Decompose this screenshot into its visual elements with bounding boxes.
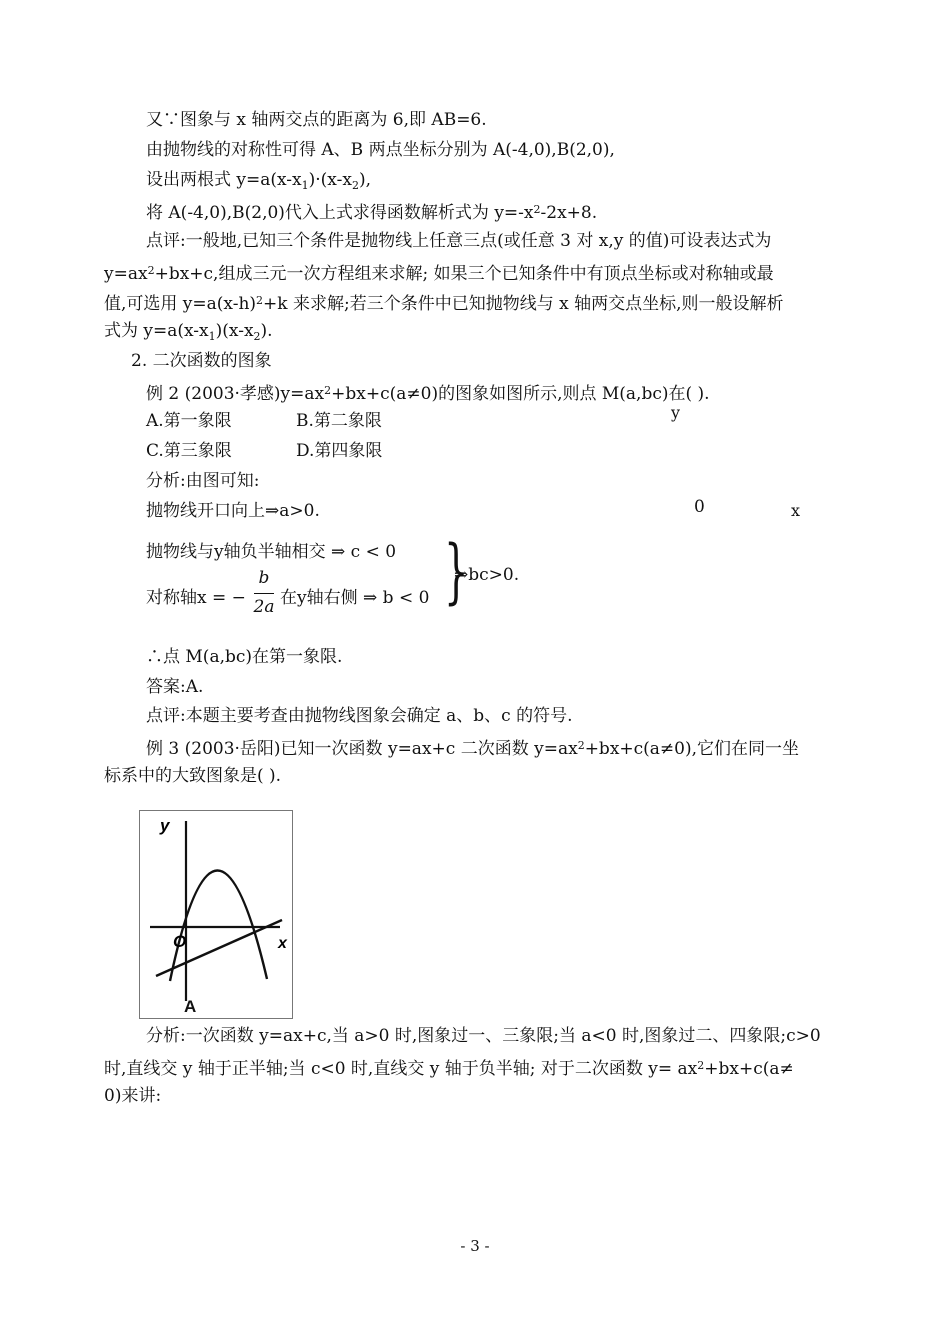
figure1-origin-label: 0	[694, 497, 705, 517]
text-run: -2x+8.	[540, 203, 598, 223]
text-line	[146, 199, 597, 224]
subscript: 2	[351, 179, 359, 192]
math-row-2-right: 在y轴右侧 ⇒ b < 0	[280, 588, 430, 608]
subscript: 2	[253, 330, 261, 343]
text-run: +bx+c,组成三元一次方程组来求解; 如果三个已知条件中有顶点坐标或对称轴或最	[154, 264, 774, 284]
text-line	[104, 320, 273, 348]
math-result: ⇒bc>0.	[454, 565, 520, 585]
text-run: )(x-x	[215, 321, 254, 341]
figure2-x-label: x	[278, 935, 287, 952]
superscript: 2	[147, 264, 155, 277]
text-run: 例 2 (2003·孝感)y=ax	[146, 384, 325, 404]
text-run: +bx+c(a≠0),它们在同一坐	[584, 739, 800, 759]
text-line: 0)来讲:	[104, 1086, 162, 1106]
text-line: 点评:本题主要考查由抛物线图象会确定 a、b、c 的符号.	[146, 706, 573, 726]
text-line: 点评:一般地,已知三个条件是抛物线上任意三点(或任意 3 对 x,y 的值)可设表达式为	[146, 231, 772, 251]
text-run: )·(x-x	[308, 170, 352, 190]
superscript: 2	[256, 294, 264, 307]
text-line	[104, 260, 774, 285]
text-run: 例 3 (2003·岳阳)已知一次函数 y=ax+c 二次函数 y=ax	[146, 739, 578, 759]
subscript: 1	[208, 330, 216, 343]
fraction-numerator: b	[258, 568, 270, 588]
figure-caption: A	[184, 997, 197, 1016]
superscript: 2	[324, 384, 332, 397]
math-row-1: 抛物线与y轴负半轴相交 ⇒ c < 0	[146, 542, 397, 562]
math-derivation	[146, 530, 526, 617]
right-brace: }	[444, 530, 469, 612]
figure-option-a	[139, 810, 293, 1019]
superscript: 2	[533, 203, 541, 216]
text-line: 答案:A.	[146, 677, 204, 697]
option-c: C.第三象限	[146, 441, 232, 461]
text-line: 标系中的大致图象是( ).	[104, 766, 282, 786]
superscript: 2	[577, 739, 585, 752]
text-line	[104, 290, 784, 315]
text-line	[146, 169, 371, 197]
text-run: +bx+c(a≠	[704, 1059, 794, 1079]
option-b: B.第二象限	[296, 411, 382, 431]
superscript: 2	[697, 1059, 705, 1072]
text-line: 分析:一次函数 y=ax+c,当 a>0 时,图象过一、三象限;当 a<0 时,图象过二、四象限;c>0	[146, 1026, 821, 1046]
text-run: 式为 y=a(x-x	[104, 321, 209, 341]
option-a: A.第一象限	[146, 411, 232, 431]
page-number: - 3 -	[460, 1237, 490, 1255]
text-line: 由抛物线的对称性可得 A、B 两点坐标分别为 A(-4,0),B(2,0),	[146, 140, 615, 160]
figure2-y-label: y	[160, 816, 170, 835]
text-run: 将 A(-4,0),B(2,0)代入上式求得函数解析式为 y=-x	[146, 203, 534, 223]
text-run: ).	[260, 321, 273, 341]
text-run: +k 来求解;若三个条件中已知抛物线与 x 轴两交点坐标,则一般设解析	[263, 294, 784, 314]
text-line	[146, 735, 799, 760]
option-d: D.第四象限	[296, 441, 383, 461]
subscript: 1	[301, 179, 309, 192]
text-line	[146, 380, 710, 405]
section-heading: 2. 二次函数的图象	[131, 351, 272, 371]
text-run: +bx+c(a≠0)的图象如图所示,则点 M(a,bc)在( ).	[331, 384, 710, 404]
text-run: y=ax	[104, 264, 148, 284]
text-line: 抛物线开口向上⇒a>0.	[146, 501, 320, 521]
text-run: 设出两根式 y=a(x-x	[146, 170, 302, 190]
fraction-bar	[254, 593, 274, 594]
figure1-y-label: y	[671, 403, 681, 422]
fraction-denominator: 2a	[253, 597, 275, 617]
figure1-x-label: x	[791, 501, 801, 520]
text-line: 分析:由图可知:	[146, 471, 260, 491]
text-run: 时,直线交 y 轴于正半轴;当 c<0 时,直线交 y 轴于负半轴; 对于二次函数 y= ax	[104, 1059, 698, 1079]
text-run: 值,可选用 y=a(x-h)	[104, 294, 257, 314]
text-line	[104, 1055, 794, 1080]
text-line: ∴点 M(a,bc)在第一象限.	[146, 647, 343, 667]
graph-svg	[140, 811, 292, 1018]
math-row-2-left: 对称轴x = −	[146, 588, 246, 608]
figure2-origin-label: O	[173, 932, 187, 951]
text-run: ),	[358, 170, 371, 190]
text-line: 又∵图象与 x 轴两交点的距离为 6,即 AB=6.	[146, 110, 487, 130]
